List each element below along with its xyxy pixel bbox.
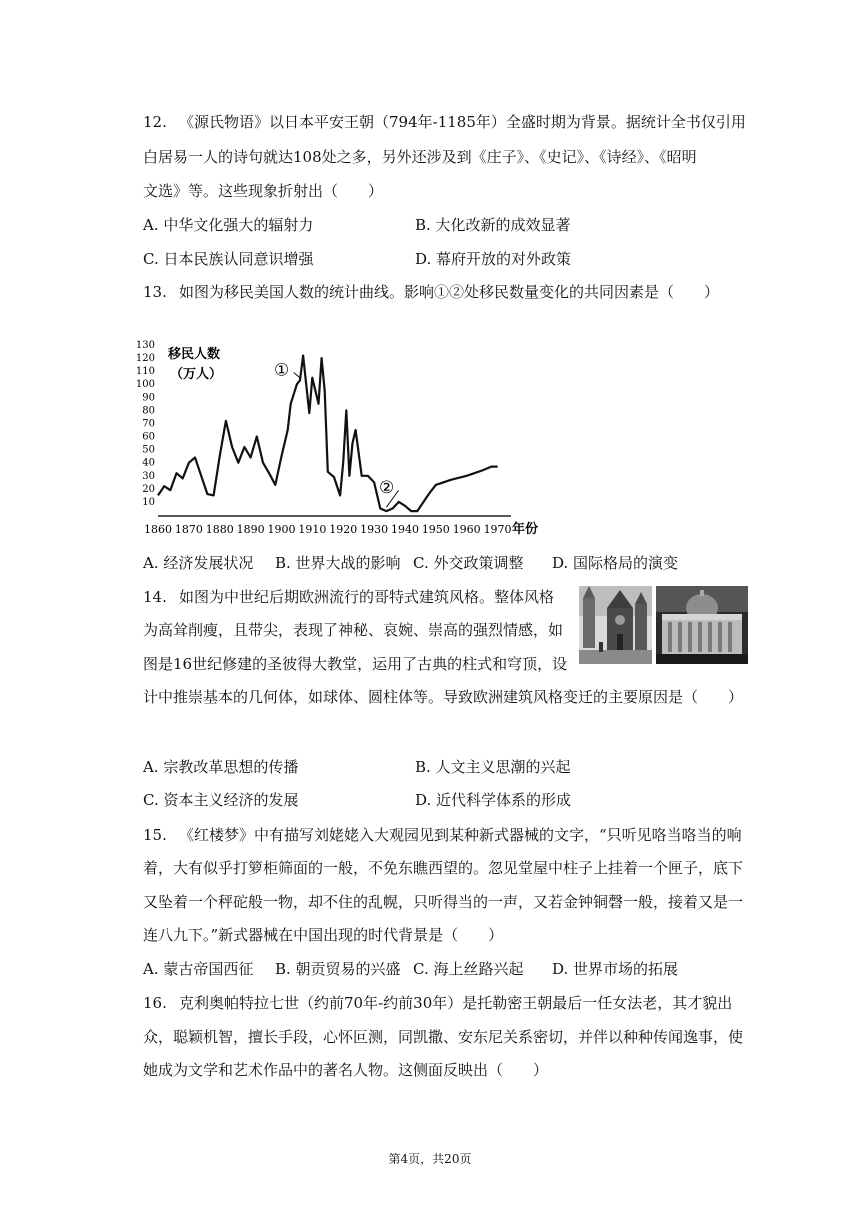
x-tick-label: 1960 xyxy=(452,523,481,536)
q12-number: 12. xyxy=(143,113,167,131)
y-tick-label: 50 xyxy=(142,444,155,456)
q15-option-c: C. 海上丝路兴起 xyxy=(413,960,524,978)
x-tick-label: 1970 xyxy=(483,523,512,536)
y-tick-label: 60 xyxy=(142,431,155,443)
y-tick-label: 130 xyxy=(135,340,155,351)
x-tick-label: 1860 xyxy=(144,523,172,536)
q14-number: 14. xyxy=(143,588,167,606)
y-tick-label: 110 xyxy=(135,366,155,378)
q14-option-d: D. 近代科学体系的形成 xyxy=(415,791,572,809)
y-tick-label: 10 xyxy=(142,496,155,508)
gothic-cathedral-icon xyxy=(579,586,652,664)
y-tick-label: 120 xyxy=(135,353,155,365)
q14-option-c: C. 资本主义经济的发展 xyxy=(143,791,299,809)
y-tick-label: 70 xyxy=(142,418,155,430)
q15-option-b: B. 朝贡贸易的兴盛 xyxy=(275,960,401,978)
q14-line-2: 为高耸削瘦，且带尖，表现了神秘、哀婉、崇高的强烈情感，如 xyxy=(143,621,564,639)
x-tick-label: 1880 xyxy=(205,523,234,536)
q16-line-1: 16. 克利奥帕特拉七世（约前70年-约前30年）是托勒密王朝最后一任女法老，其才貌出 xyxy=(143,994,733,1012)
q13-line-1: 13. 如图为移民美国人数的统计曲线。影响①②处移民数量变化的共同因素是（ ） xyxy=(143,283,720,301)
q16-line-3: 她成为文学和艺术作品中的著名人物。这侧面反映出（ ） xyxy=(143,1061,549,1079)
immigration-chart xyxy=(135,338,560,538)
q12-option-c: C. 日本民族认同意识增强 xyxy=(143,250,314,268)
q14-line-3: 图是16世纪修建的圣彼得大教堂，运用了古典的柱式和穹顶，设 xyxy=(143,655,568,673)
y-tick-label: 40 xyxy=(142,457,155,469)
x-tick-label: 1890 xyxy=(236,523,265,536)
immigration-chart-svg xyxy=(135,338,560,538)
q14-line-1: 14. 如图为中世纪后期欧洲流行的哥特式建筑风格。整体风格 xyxy=(143,588,555,606)
q12-line-3: 文选》等。这些现象折射出（ ） xyxy=(143,182,384,200)
q15-line-3: 又坠着一个秤砣般一物，却不住的乱幌，只听得当的一声，又若金钟铜磬一般，接着又是一 xyxy=(143,893,744,911)
x-tick-label: 1950 xyxy=(421,523,450,536)
x-tick-label: 1940 xyxy=(390,523,419,536)
y-tick-label: 80 xyxy=(142,405,155,417)
y-tick-label: 30 xyxy=(142,470,155,482)
q15-option-d: D. 世界市场的拓展 xyxy=(552,960,679,978)
chart-yunit: （万人） xyxy=(170,367,223,382)
q15-line-1: 15. 《红楼梦》中有描写刘姥姥入大观园见到某种新式器械的文字，“只听见咯当咯当的响 xyxy=(143,826,742,844)
y-tick-label: 20 xyxy=(142,483,155,495)
st-peters-basilica-icon xyxy=(656,586,748,664)
st-peters-basilica-photo xyxy=(656,586,748,664)
q14-line-4: 计中推崇基本的几何体，如球体、圆柱体等。导致欧洲建筑风格变迁的主要原因是（ ） xyxy=(143,688,744,706)
q12-line-1: 12. 《源氏物语》以日本平安王朝（794年-1185年）全盛时期为背景。据统计全书仅引用 xyxy=(143,113,746,131)
q15-number: 15. xyxy=(143,826,167,844)
q14-option-a: A. 宗教改革思想的传播 xyxy=(143,758,299,776)
annotation-label-2: ② xyxy=(378,478,395,499)
x-tick-label: 1900 xyxy=(267,523,296,536)
annotation-pointer xyxy=(294,373,300,378)
q12-option-a: A. 中华文化强大的辐射力 xyxy=(143,216,314,234)
chart-ylabel: 移民人数 xyxy=(168,347,221,362)
q15-line-2: 着，大有似乎打箩柜筛面的一般，不免东瞧西望的。忽见堂屋中柱子上挂着一个匣子，底下 xyxy=(143,859,744,877)
q15-line-4: 连八九下。”新式器械在中国出现的时代背景是（ ） xyxy=(143,926,504,944)
q12-option-d: D. 幕府开放的对外政策 xyxy=(415,250,572,268)
chart-xunit: 年份 xyxy=(512,522,539,537)
q14-option-b: B. 人文主义思潮的兴起 xyxy=(415,758,571,776)
x-tick-label: 1870 xyxy=(174,523,203,536)
q13-option-a: A. 经济发展状况 xyxy=(143,554,254,572)
q15-option-a: A. 蒙古帝国西征 xyxy=(143,960,254,978)
q13-option-d: D. 国际格局的演变 xyxy=(552,554,679,572)
q13-option-b: B. 世界大战的影响 xyxy=(275,554,401,572)
q16-number: 16. xyxy=(143,994,167,1012)
x-tick-label: 1910 xyxy=(298,523,327,536)
q12-option-b: B. 大化改新的成效显著 xyxy=(415,216,571,234)
gothic-cathedral-photo xyxy=(579,586,652,664)
q13-option-c: C. 外交政策调整 xyxy=(413,554,524,572)
x-tick-label: 1930 xyxy=(360,523,389,536)
q16-line-2: 众，聪颖机智，擅长手段，心怀叵测，同凯撒、安东尼关系密切，并伴以种种传闻逸事，使 xyxy=(143,1028,744,1046)
q13-number: 13. xyxy=(143,283,167,301)
y-tick-label: 90 xyxy=(142,392,155,404)
y-tick-label: 100 xyxy=(135,379,155,391)
annotation-label-1: ① xyxy=(274,360,290,381)
x-tick-label: 1920 xyxy=(329,523,358,536)
page-footer: 第4页，共20页 xyxy=(388,1152,472,1166)
q12-line-2: 白居易一人的诗句就达108处之多，另外还涉及到《庄子》、《史记》、《诗经》、《昭明 xyxy=(143,148,697,166)
